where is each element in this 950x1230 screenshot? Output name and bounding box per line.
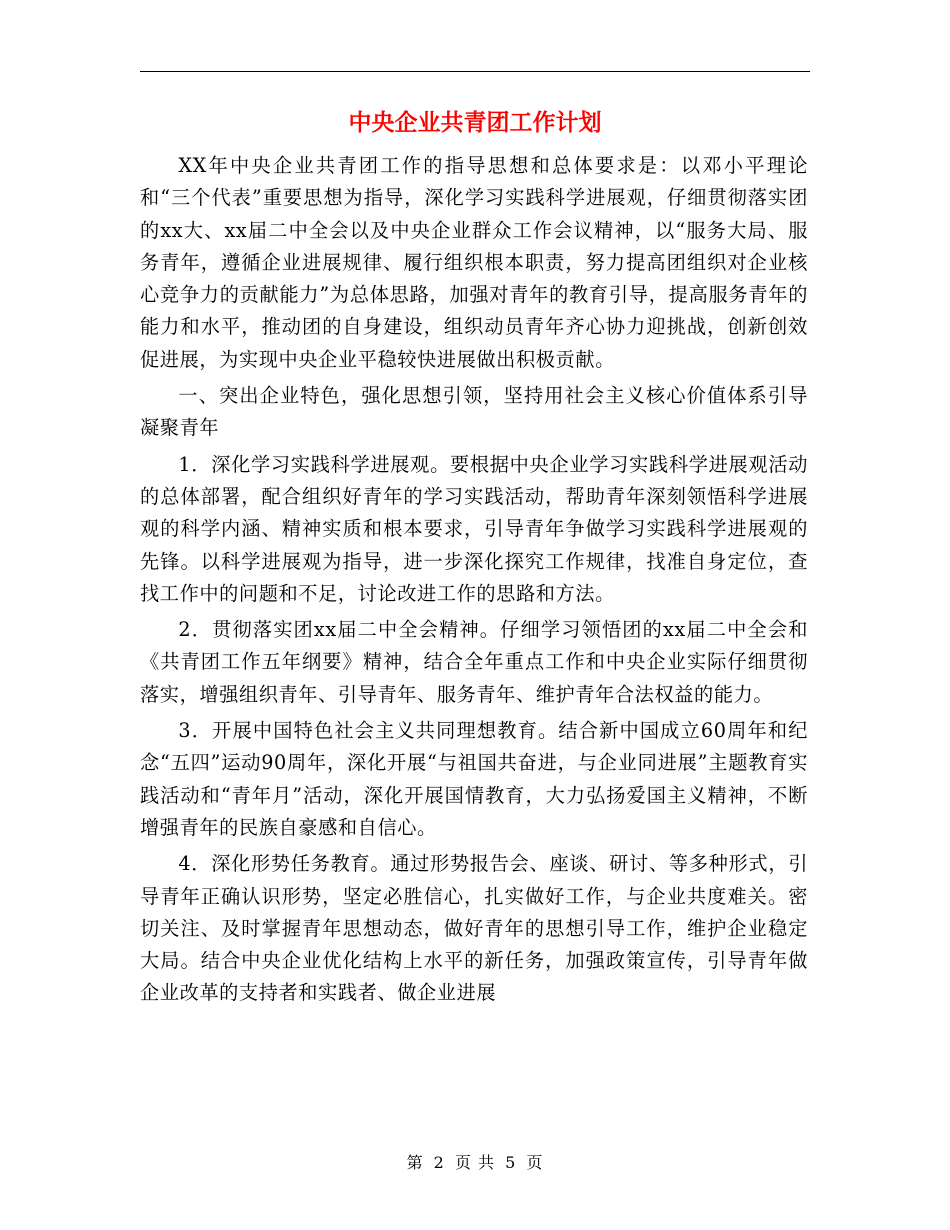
page-prefix: 第 [406,1153,424,1172]
paragraph-item-2: 2．贯彻落实团xx届二中全会精神。仔细学习领悟团的xx届二中全会和《共青团工作五年纲要》精神，结合全年重点工作和中央企业实际仔细贯彻落实，增强组织青年、引导青年、服务青年、维护青年合法权益的能力。 [140,618,808,706]
page-mid: 页 共 [454,1153,496,1172]
page-footer [0,1152,950,1174]
paragraph-item-3: 3．开展中国特色社会主义共同理想教育。结合新中国成立60周年和纪念“五四”运动90周年，深化开展“与祖国共奋进，与企业同进展”主题教育实践活动和“青年月”活动，深化开展国情教育，大力弘扬爱国主义精神，不断增强青年的民族自豪感和自信心。 [140,719,808,839]
paragraph-intro: XX年中央企业共青团工作的指导思想和总体要求是：以邓小平理论和“三个代表”重要思想为指导，深化学习实践科学进展观，仔细贯彻落实团的xx大、xx届二中全会以及中央企业群众工作会议精神，以“服务大局、服务青年，遵循企业进展规律、履行组织根本职责，努力提高团组织对企业核心竞争力的贡献能力”为总体思路，加强对青年的教育引导，提高服务青年的能力和水平，推动团的自身建设，组织动员青年齐心协力迎挑战，创新创效促进展，为实现中央企业平稳较快进展做出积极贡献。 [140,154,808,371]
page-suffix: 页 [526,1153,544,1172]
total-pages-number: 5 [505,1153,517,1172]
document-title: 中央企业共青团工作计划 [348,110,602,136]
paragraph-item-4: 4．深化形势任务教育。通过形势报告会、座谈、研讨、等多种形式，引导青年正确认识形势，坚定必胜信心，扎实做好工作，与企业共度难关。密切关注、及时掌握青年思想动态，做好青年的思想引导工作，维护企业稳定大局。结合中央企业优化结构上水平的新任务，加强政策宣传，引导青年做企业改革的支持者和实践者、做企业进展 [140,852,808,1005]
current-page-number: 2 [433,1153,445,1172]
section-heading-1: 一、突出企业特色，强化思想引领，坚持用社会主义核心价值体系引导凝聚青年 [140,384,808,440]
paragraph-item-1: 1．深化学习实践科学进展观。要根据中央企业学习实践科学进展观活动的总体部署，配合组织好青年的学习实践活动，帮助青年深刻领悟科学进展观的科学内涵、精神实质和根本要求，引导青年争做学习实践科学进展观的先锋。以科学进展观为指导，进一步深化探究工作规律，找准自身定位，查找工作中的问题和不足，讨论改进工作的思路和方法。 [140,452,808,605]
header-rule [140,71,810,72]
document-body [140,150,808,1014]
